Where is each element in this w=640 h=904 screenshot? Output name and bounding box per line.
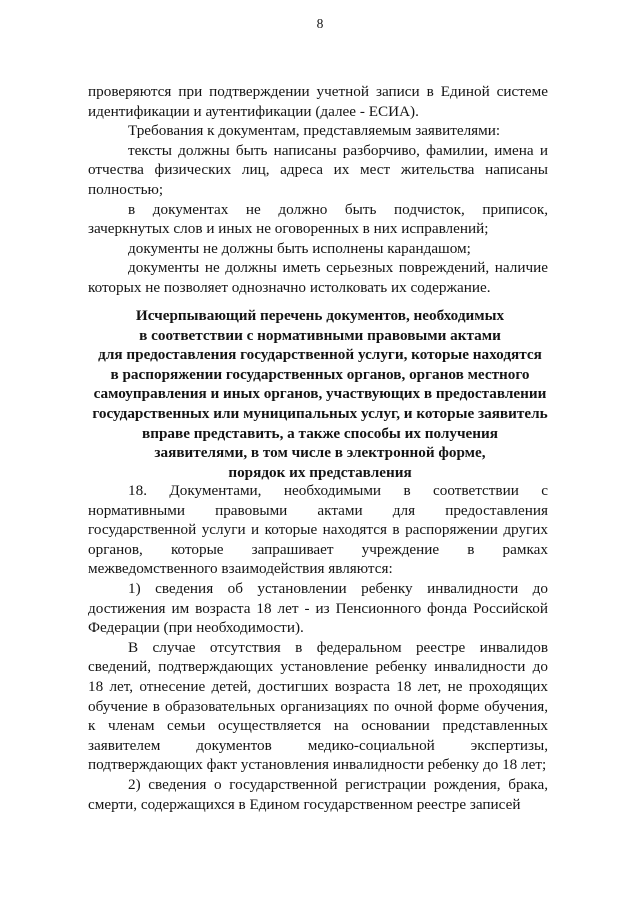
heading-line: государственных или муниципальных услуг, и которые заявитель — [92, 404, 548, 422]
paragraph-requirement-no-erasures: в документах не должно быть подчисток, приписок, зачеркнутых слов и иных не оговоренных в них исправлений; — [88, 200, 548, 238]
heading-line: в распоряжении государственных органов, органов местного — [110, 365, 530, 383]
paragraph-requirement-no-damage: документы не должны иметь серьезных повреждений, наличие которых не позволяет однозначно истолковать их содержание. — [88, 259, 548, 296]
heading-line: Исчерпывающий перечень документов, необходимых — [135, 307, 505, 324]
section-heading — [80, 306, 560, 482]
paragraph-requirements-intro: Требования к документам, представляемым заявителями: — [128, 122, 501, 140]
heading-line: для предоставления государственной услуги, которые находятся — [98, 346, 542, 364]
list-item-1: 1) сведения об установлении ребенку инвалидности до достижения им возраста 18 лет - из Пенсионного фонда Российской Федерации (при необходимости). — [88, 579, 548, 637]
requirements-section — [88, 82, 548, 298]
documents-section — [88, 481, 548, 814]
paragraph-item-18: 18. Документами, необходимыми в соответствии с нормативными правовыми актами для предоставления государственной услуги и которые находятся в распоряжении других органов, которые запрашивает учреждение в рамках межведомственного взаимодействия являются: — [88, 482, 548, 578]
heading-line: вправе представить, а также способы их получения — [142, 424, 498, 442]
list-item-2: 2) сведения о государственной регистрации рождения, брака, смерти, содержащихся в Едином государственном реестре записей — [88, 775, 548, 813]
heading-line: самоуправления и иных органов, участвующих в предоставлении — [93, 385, 547, 403]
heading-line: в соответствии с нормативными правовыми актами — [139, 326, 501, 344]
page-number: 8 — [316, 16, 324, 31]
paragraph-absent-registry: В случае отсутствия в федеральном реестре инвалидов сведений, подтверждающих установление ребенку инвалидности до 18 лет, отнесение детей, достигших возраста 18 лет, не проходящих обучение в образовательных организациях по очной форме обучения, к членам семьи осуществляется на основании представленных заявителем документов медико-социальной экспертизы, подтверждающих факт установления инвалидности ребенку до 18 лет; — [88, 638, 548, 774]
paragraph-requirement-legible: тексты должны быть написаны разборчиво, фамилии, имена и отчества физических лиц, адреса их мест жительства написаны полностью; — [88, 141, 548, 198]
heading-line: заявителями, в том числе в электронной форме, — [154, 444, 486, 462]
heading-line: порядок их представления — [228, 463, 412, 481]
paragraph-requirement-no-pencil: документы не должны быть исполнены карандашом; — [128, 239, 471, 257]
paragraph-esia: проверяются при подтверждении учетной записи в Единой системе идентификации и аутентификации (далее - ЕСИА). — [88, 83, 548, 120]
